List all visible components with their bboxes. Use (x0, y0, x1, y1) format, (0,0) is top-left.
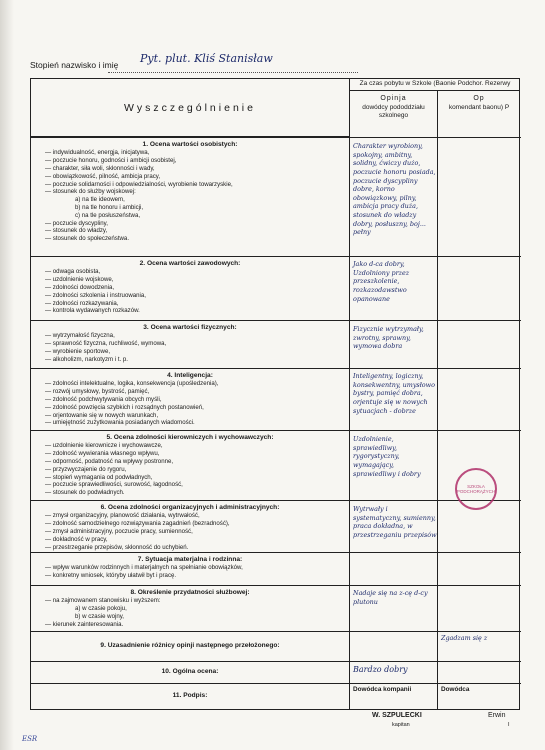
criterion: — kontrola wydawanych rozkazów. (45, 307, 341, 315)
handwritten-name: Pyt. plut. Kliś Stanisław (140, 52, 273, 65)
section-title: 6. Ocena zdolności organizacyjnych i administracyjnych: (100, 504, 280, 511)
criterion: — odwaga osobista, (45, 268, 341, 276)
main-column-title: Wyszczególnienie (31, 79, 349, 137)
criterion: — konkretny wniosek, któryby ułatwił byt i pracę. (45, 572, 341, 580)
opinion-subtitle: dowódcy pododdziału szkolnego (362, 103, 425, 119)
opinion-title: Opinja (380, 95, 407, 102)
section-professional (31, 256, 521, 320)
sub-criterion: c) na tle posłuszeństwa, (75, 211, 141, 219)
criterion: — stosunek do władzy, (45, 227, 341, 235)
criteria-list (31, 149, 341, 243)
criterion: — rozwój umysłowy, bystrość, pamięć, (45, 388, 341, 396)
criterion: — kierunek zainteresowania. (45, 621, 341, 629)
criterion: — stosunek do służby wojskowej: (45, 188, 341, 196)
sub-criterion: b) na tle honoru i ambicji, (75, 204, 144, 212)
criterion: — poczucie solidarności i odpowiedzialności, wyrobienie towarzyskie, (45, 181, 341, 189)
criterion: — alkoholizm, narkotyzm i t. p. (45, 356, 341, 364)
section-intelligence (31, 368, 521, 430)
section-overall (31, 661, 521, 683)
opinion2-entry: Zgadzam się z (441, 634, 488, 642)
criterion: — dokładność w pracy, (45, 536, 341, 544)
official-stamp: SZKOŁA PODCHORĄŻYCH (455, 468, 497, 510)
opinion-entry: Nadaje się na z-cę d-cy plutonu (353, 589, 428, 606)
criterion: — uzdolnienie kierownicze i wychowawcze, (45, 442, 341, 450)
criteria-list (31, 512, 341, 551)
criterion: — zdolność wywierania własnego wpływu, (45, 450, 341, 458)
criterion: — zmysł administracyjny, poczucie pracy, sumienność, (45, 528, 341, 536)
section-difference (31, 631, 521, 661)
criterion: — przestrzeganie przepisów, skłonność do uchybień. (45, 544, 341, 552)
section-organizational (31, 500, 521, 552)
header-line (30, 52, 273, 70)
section-title: 2. Ocena wartości zawodowych: (139, 260, 241, 267)
criteria-list (31, 268, 341, 315)
signature-rank-left: kapitan (392, 722, 410, 728)
rank-name-label: Stopień nazwisko i imię (30, 60, 119, 70)
section-personal (31, 137, 521, 256)
margin-mark: ESR (22, 735, 38, 743)
section-leadership (31, 430, 521, 500)
criteria-list (31, 442, 341, 497)
criterion: — zdolności dowodzenia, (45, 284, 341, 292)
criterion: — zdolność samodzielnego rozwiązywania zagadnień (bezradność), (45, 520, 341, 528)
criterion: — zdolności rozkazywania, (45, 300, 341, 308)
criteria-list (31, 332, 341, 363)
criterion: — orjentowanie się w nowych warunkach, (45, 412, 341, 420)
section-usefulness (31, 585, 521, 631)
signature-name-right: Erwin (488, 712, 506, 719)
sub-criterion: a) na tle ideowem, (75, 196, 125, 204)
section-title: 8. Określenie przydatności służbowej: (130, 589, 250, 596)
signer-role: Dowódca kompanii (353, 686, 412, 693)
criterion: — sprawność fizyczna, ruchliwość, wymowa, (45, 340, 341, 348)
criterion: — wytrzymałość fizyczna, (45, 332, 341, 340)
opinion2-subtitle: komendant baonu) P (448, 103, 510, 111)
criterion: — poczucie sprawiedliwości, surowość, łagodność, (45, 481, 341, 489)
section-title: 10. Ogólna ocena: (161, 668, 219, 675)
section-title: 4. Inteligencja: (167, 372, 213, 379)
opinion2-title: Op (473, 95, 485, 102)
opinion2-header (439, 95, 519, 112)
criterion: — odporność, podatność na wpływy postronne, (45, 458, 341, 466)
section-title: 9. Uzasadnienie różnicy opinji następnego przełożonego: (100, 642, 280, 649)
signature-name-left: W. SZPULECKI (372, 712, 422, 719)
criterion: — charakter, siła woli, skłonności i wady, (45, 165, 341, 173)
criterion: — obowiązkowość, pilność, ambicja pracy, (45, 173, 341, 181)
section-title: 5. Ocena zdolności kierowniczych i wychowawczych: (106, 434, 274, 441)
scan-edge (0, 0, 14, 750)
section-signature (31, 683, 521, 711)
criterion: — na zajmowanem stanowisku i wyższem: (45, 597, 341, 605)
opinion-entry: Fizycznie wytrzymały, zwrotny, sprawny, wymowa dobra (353, 325, 424, 351)
criterion: — zdolność powzięcia szybkich i rozsądnych postanowień, (45, 404, 341, 412)
signature-rank-right: I (508, 722, 510, 728)
criterion: — umiejętność zużytkowania posiadanych wiadomości. (45, 419, 341, 427)
criterion: — stopień wymagania od podwładnych, (45, 474, 341, 482)
sub-criterion: a) w czasie pokoju, (75, 605, 127, 613)
signer2-role: Dowódca (441, 686, 470, 693)
criteria-list (31, 597, 341, 628)
criterion: — poczucie dyscypliny, (45, 220, 341, 228)
section-material (31, 552, 521, 585)
criterion: — zdolności intelektualne, logika, konsekwencja (upośledzenia), (45, 380, 341, 388)
opinion-entry: Jako d-ca dobry, Uzdolniony przez przeszkolenie, rozkazodawstwo opanowane (353, 260, 410, 303)
evaluation-table (30, 78, 520, 710)
opinion-entry: Uzdolnienie, sprawiedliwy, rygorystyczny, wymagający, sprawiedliwy i dobry (353, 435, 421, 478)
criterion: — zdolności szkolenia i instruowania, (45, 292, 341, 300)
criteria-list (31, 564, 341, 580)
criterion: — wyrobienie sportowe, (45, 348, 341, 356)
opinion-header (351, 95, 436, 120)
criterion: — poczucie honoru, godności i ambicji osobistej, (45, 157, 341, 165)
criterion: — przyzwyczajenie do rygoru, (45, 466, 341, 474)
opinion-entry: Wytrwały i systematyczny, sumienny, praca dokładna, w przestrzeganiu przepisów (353, 505, 437, 539)
criterion: — zmysł organizacyjny, planowość działania, wytrwałość, (45, 512, 341, 520)
name-rule (108, 72, 358, 73)
criterion: — uzdolnienie wojskowe, (45, 276, 341, 284)
period-header: Za czas pobytu w Szkole (Baonie Podchor. Rezerwy (350, 80, 520, 91)
criterion: — zdolność podchwytywania obcych myśli, (45, 396, 341, 404)
opinion-entry: Inteligentny, logiczny, konsekwentny, umysłowo bystry, pamięć dobra, orjentuje się w nowych sytuacjach - dobrze (353, 372, 435, 415)
sub-criterion: b) w czasie wojny, (75, 613, 124, 621)
section-title: 11. Podpis: (172, 692, 208, 699)
section-physical (31, 320, 521, 368)
opinion-entry: Charakter wyrobiony, spokojny, ambitny, solidny, ćwiczy dużo, poczucie honoru posiada, poczucie dyscypliny dobre, korno obowiązkowy, pilny, ambicja pracy duża, stosunek do władzy dobry, posłuszny, boj... pełny (353, 142, 436, 237)
criteria-list (31, 380, 341, 427)
section-title: 7. Sytuacja materjalna i rodzinna: (137, 556, 243, 563)
criterion: — indywidualność, energja, inicjatywa, (45, 149, 341, 157)
criterion: — stosunek do społeczeństwa. (45, 235, 341, 243)
overall-rating: Bardzo dobry (353, 665, 408, 674)
criterion: — wpływ warunków rodzinnych i materjalnych na spełnianie obowiązków, (45, 564, 341, 572)
section-title: 3. Ocena wartości fizycznych: (143, 324, 237, 331)
section-title: 1. Ocena wartości osobistych: (142, 141, 238, 148)
criterion: — stosunek do podwładnych. (45, 489, 341, 497)
